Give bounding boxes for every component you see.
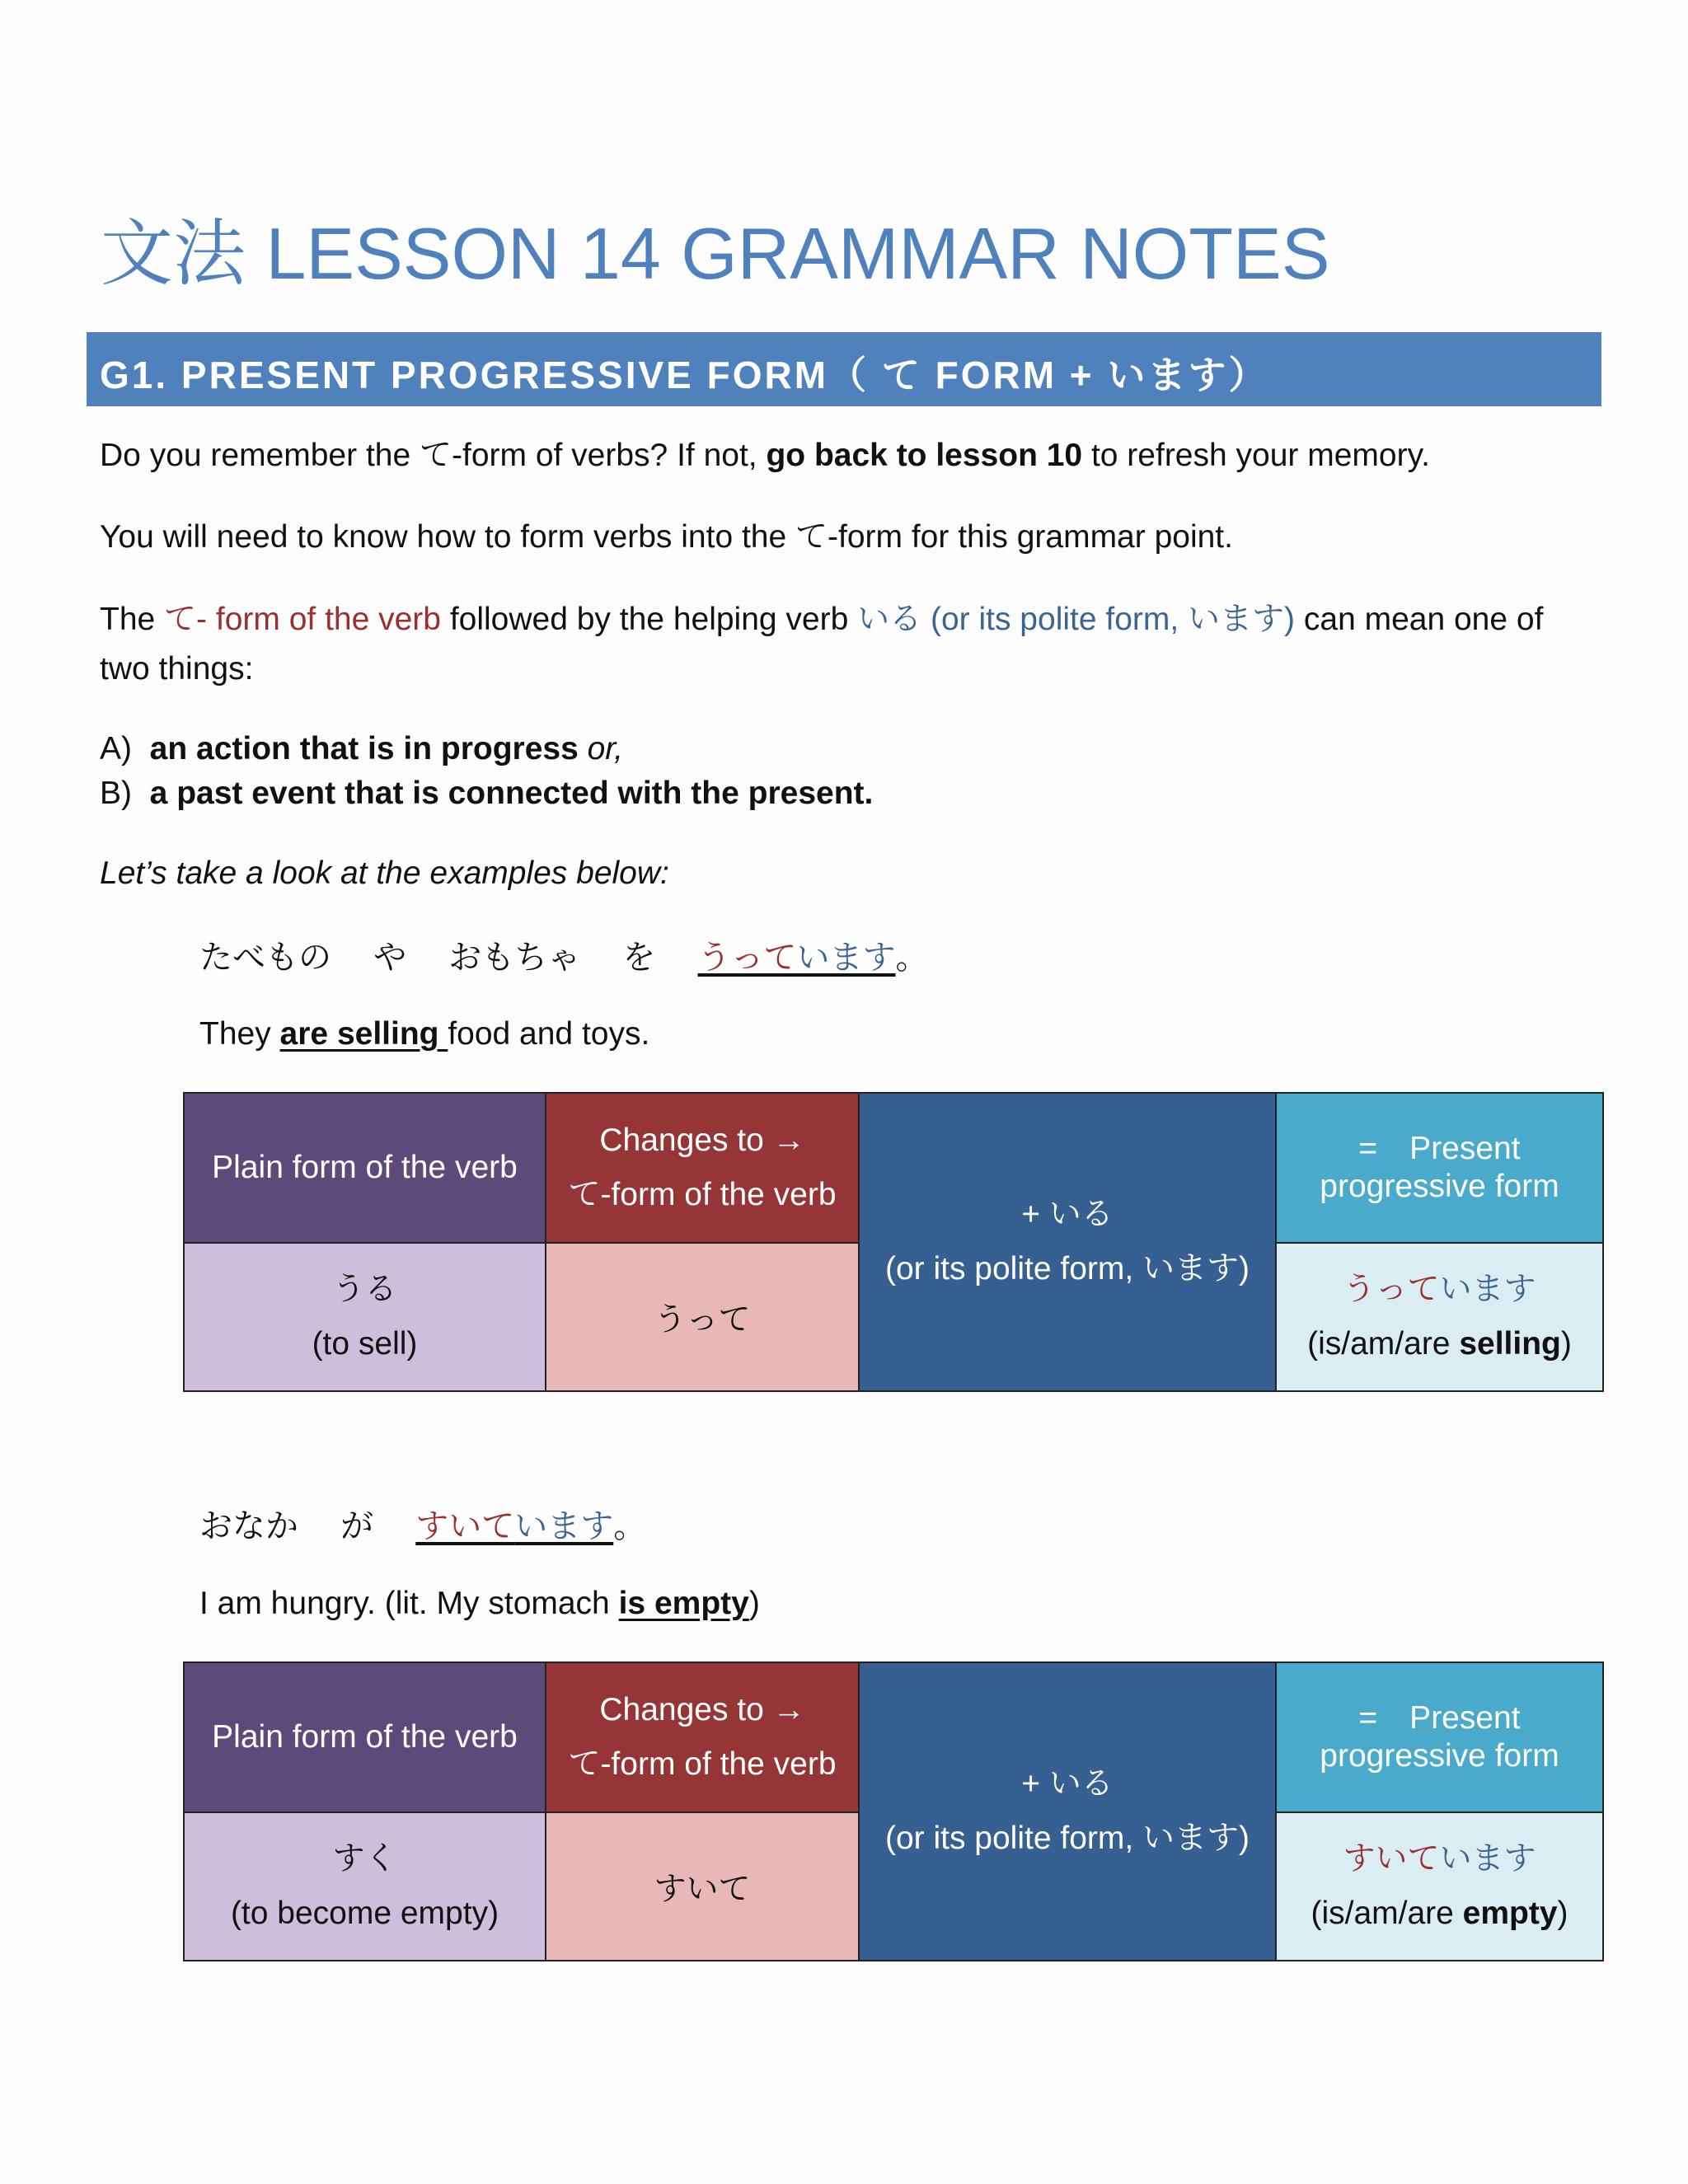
present-progressive-jp (1277, 1840, 1602, 1878)
list-item-b (100, 769, 873, 818)
lesson-reference: go back to lesson 10 (766, 438, 1083, 473)
pres-imasu-part: います (1439, 1272, 1536, 1307)
jp-verb (415, 1500, 613, 1547)
jp-word: たべもの (199, 940, 331, 976)
examples-intro (100, 849, 669, 898)
intro-text: Do you remember the て-form of verbs? If not, (100, 438, 767, 473)
te-form-cell: すいて (546, 1812, 859, 1961)
present-progressive-en (1277, 1895, 1602, 1933)
example2-english-sentence (199, 1579, 760, 1629)
explanation-line2: two things: (100, 651, 254, 687)
te-form-cell: うって (546, 1243, 859, 1391)
header-present-progressive (1276, 1093, 1603, 1243)
header-present-line1: = Present (1358, 1700, 1521, 1736)
section-heading-bar (87, 332, 1601, 406)
list-item-text: an action that is in progress (149, 731, 579, 766)
header-present-line1: = Present (1358, 1131, 1521, 1166)
header-plain-form: Plain form of the verb (184, 1093, 546, 1243)
pres-te-part: すいて (1343, 1841, 1440, 1877)
en-text-end: food and toys. (448, 1016, 650, 1052)
jp-word: が (340, 1508, 374, 1544)
plain-form-cell (184, 1243, 546, 1391)
list-marker: B) (100, 776, 132, 811)
jp-word: や (373, 940, 407, 976)
header-changes-to: Changes to → (599, 1692, 805, 1727)
plain-form-cell (184, 1812, 546, 1961)
pres-en-text: (is/am/are (1311, 1896, 1463, 1931)
plain-form-jp: すく (332, 1841, 397, 1877)
iru-cell (859, 1093, 1276, 1391)
present-progressive-cell (1276, 1243, 1603, 1391)
header-te-form (546, 1662, 859, 1812)
jp-period: 。 (895, 940, 929, 976)
present-progressive-jp (1277, 1271, 1602, 1309)
pres-te-part: うって (1343, 1272, 1440, 1307)
pres-en-text: (is/am/are (1307, 1326, 1460, 1361)
verb-imasu-part: います (514, 1508, 614, 1544)
en-text: They (199, 1016, 280, 1052)
list-item-a (100, 724, 623, 774)
verb-te-part: すいて (415, 1508, 515, 1544)
te-form-phrase: て- form of the verb (164, 602, 441, 637)
verb-imasu-part: います (796, 940, 896, 976)
en-emphasis: are selling (279, 1016, 448, 1052)
plain-form-en: (to become empty) (230, 1896, 499, 1931)
example1-english-sentence (199, 1010, 649, 1059)
example1-japanese-sentence (199, 931, 929, 978)
header-te-label: て-form of the verb (568, 1177, 837, 1212)
plain-form-en: (to sell) (312, 1326, 418, 1361)
en-emphasis: is empty (618, 1586, 749, 1621)
pres-imasu-part: います (1439, 1841, 1536, 1877)
present-progressive-cell (1276, 1812, 1603, 1961)
explanation-paragraph (100, 595, 1543, 644)
iru-label: + いる (1021, 1197, 1114, 1232)
iru-polite-note: (or its polite form, います) (884, 1821, 1250, 1856)
pres-en-end: ) (1560, 1326, 1572, 1361)
plain-form-jp: うる (332, 1272, 397, 1307)
explanation-tail: can mean one of (1295, 602, 1544, 637)
jp-word: おなか (199, 1508, 298, 1544)
iru-label: + いる (1021, 1766, 1114, 1802)
intro-paragraph (100, 431, 1430, 480)
example1-conjugation-table (183, 1092, 1604, 1392)
page-title: 文法 LESSON 14 GRAMMAR NOTES (101, 213, 1330, 294)
header-present-line2: progressive form (1320, 1738, 1559, 1774)
header-present-progressive (1276, 1662, 1603, 1812)
jp-word: を (622, 940, 656, 976)
jp-period: 。 (613, 1508, 647, 1544)
list-marker: A) (100, 731, 132, 766)
jp-verb (698, 931, 896, 978)
header-changes-to: Changes to → (599, 1122, 805, 1158)
iru-polite-note: (or its polite form, います) (884, 1251, 1250, 1286)
pres-en-bold: empty (1462, 1896, 1558, 1931)
explanation-middle: followed by the helping verb (440, 602, 858, 637)
example2-conjugation-table (183, 1661, 1604, 1961)
en-text-end: ) (748, 1586, 760, 1621)
header-te-label: て-form of the verb (568, 1746, 837, 1782)
pres-en-bold: selling (1459, 1326, 1561, 1361)
helping-verb-phrase: いる (or its polite form, います) (857, 602, 1296, 637)
en-text: I am hungry. (lit. My stomach (199, 1586, 619, 1621)
verb-te-part: うって (697, 940, 797, 976)
explanation-lead: The (100, 602, 165, 637)
list-item-text: a past event that is connected with the present. (149, 776, 874, 811)
intro-text-end: to refresh your memory. (1082, 438, 1431, 473)
requirement-paragraph: You will need to know how to form verbs into the て-form for this grammar point. (100, 519, 1233, 555)
jp-word: おもちゃ (448, 940, 581, 976)
list-item-italic: or, (578, 731, 623, 766)
header-te-form (546, 1093, 859, 1243)
pres-en-end: ) (1557, 1896, 1568, 1931)
header-present-line2: progressive form (1320, 1169, 1559, 1204)
example2-japanese-sentence (199, 1500, 646, 1547)
section-heading: G1. PRESENT PROGRESSIVE FORM（ て FORM + います） (100, 354, 1269, 396)
present-progressive-en (1277, 1325, 1602, 1363)
header-plain-form: Plain form of the verb (184, 1662, 546, 1812)
examples-intro-text: Let’s take a look at the examples below: (100, 855, 669, 891)
iru-cell (859, 1662, 1276, 1961)
